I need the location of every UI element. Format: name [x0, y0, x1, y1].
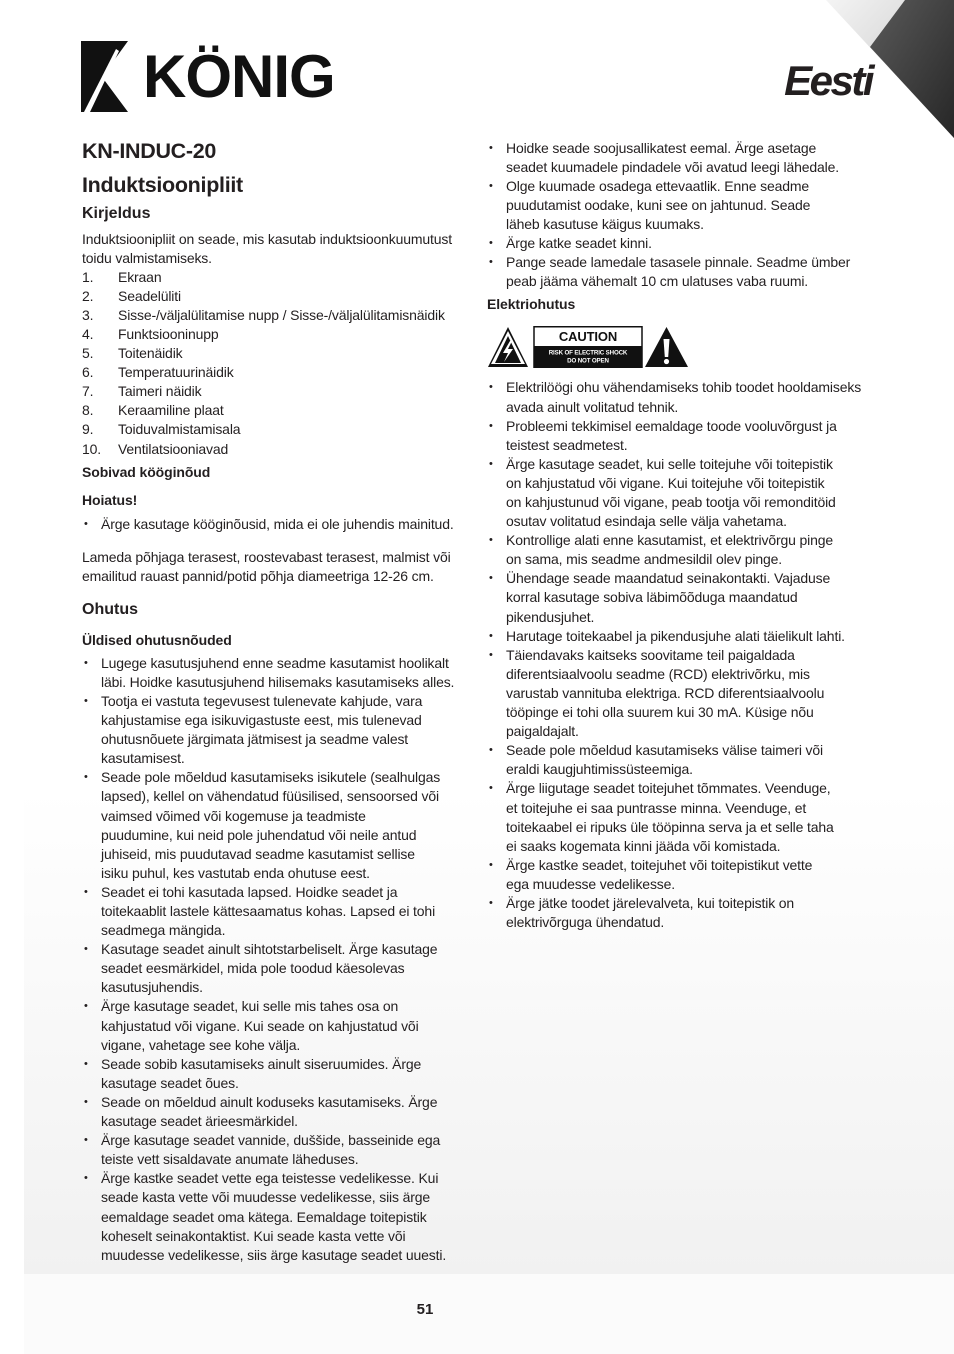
text-line: seadmega mängida.	[101, 922, 226, 939]
page-number: 51	[416, 1301, 434, 1318]
text-line: seadet eesmärkidel, mida pole toodud käesolevas	[101, 960, 405, 977]
text-line: ei saaks kogemata kinni jääda või komistada.	[506, 837, 781, 854]
text-line: • Ärge jätke toodet järelevalveta, kui toitepistik on	[506, 894, 795, 911]
caution-title: CAUTION	[558, 328, 618, 344]
bullet-item	[82, 940, 474, 997]
text-line: • Täiendavaks kaitseks soovitame teil paigaldada	[506, 646, 795, 663]
text-line: seade kasta vette või muudesse vedelikesse, siis ärge	[101, 1189, 431, 1206]
list-number: 8.	[82, 402, 94, 419]
text-line: ega muudesse vedelikesse.	[506, 875, 676, 892]
electrical-safety-list	[487, 378, 887, 932]
list-number: 2.	[82, 287, 94, 304]
text-line: korral kasutage sobiva läbimõõduga maandatud	[506, 589, 798, 606]
text-line: läbi. Hoidke kasutusjuhend hilisemaks kasutamiseks alles.	[101, 673, 455, 690]
text-line: et toitejuhe ei saa puntrasse minna. Veenduge, et	[506, 799, 807, 816]
text-line: Lameda põhjaga terasest, roostevabast terasest, malmist või	[82, 548, 451, 565]
bullet-item	[82, 1055, 474, 1093]
text-line: seadet kuumadele pindadele või avatud leegi lähedale.	[506, 158, 839, 175]
bullet-item	[487, 894, 887, 932]
bullet-item	[82, 654, 474, 692]
bullet-item	[82, 883, 474, 940]
list-label: Toitenäidik	[118, 345, 183, 362]
list-label: Keraamiline plaat	[118, 402, 224, 419]
footer-band	[24, 1274, 954, 1354]
product-title: Induktsioonipliit	[82, 173, 243, 197]
text-line: • Ärge kasutage seadet, kui selle toitejuhe või toitepistik	[506, 455, 833, 472]
safety-heading: Ohutus	[82, 601, 138, 619]
konig-logo-icon	[81, 41, 129, 113]
bullet-item	[487, 741, 887, 779]
text-line: paigaldajalt.	[506, 723, 579, 740]
bullet-item	[487, 139, 887, 177]
list-item	[82, 306, 474, 325]
list-number: 9.	[82, 421, 94, 438]
general-safety-list-continued	[487, 139, 887, 292]
exclamation-warning-icon	[645, 327, 688, 367]
text-line: eraldi kaugjuhtimissüsteemiga.	[506, 761, 693, 778]
bullet-item	[487, 531, 887, 569]
text-line: • Kasutage seadet ainult sihtotstarbeliselt. Ärge kasutage	[101, 941, 438, 958]
bullet-item	[487, 455, 887, 531]
text-line: teiste vett sisaldavate anumate läheduses.	[101, 1151, 359, 1168]
text-line: • Ärge liigutage seadet toitejuhet tõmmates. Veenduge,	[506, 780, 831, 797]
text-line: • Seade sobib kasutamiseks ainult siseruumides. Ärge	[101, 1055, 422, 1072]
list-label: Taimeri näidik	[118, 383, 202, 400]
language-label: Eesti	[784, 57, 872, 104]
text-line: varustab vannituba elektriga. RCD diferentsiaalvoolu	[506, 684, 825, 701]
bullet-item	[82, 768, 474, 883]
text-line: • Seade pole mõeldud kasutamiseks välise taimeri või	[506, 742, 823, 759]
description-text	[82, 230, 474, 268]
text-line: emailitud rauast pannid/potid põhja diameetriga 12-26 cm.	[82, 567, 434, 584]
general-safety-heading: Üldised ohutusnõuded	[82, 631, 232, 648]
bullet-item	[82, 1093, 474, 1131]
warning-heading: Hoiatus!	[82, 491, 138, 508]
description-heading: Kirjeldus	[82, 205, 151, 222]
bullet-item	[487, 378, 887, 416]
list-item	[82, 287, 474, 306]
text-line: avada ainult volitatud tehnik.	[506, 398, 679, 415]
text-line: • Lugege kasutusjuhend enne seadme kasutamist hoolikalt	[101, 654, 449, 671]
text-line: lapsed), kellel on vähendatud füüsilised, sensoorsed või	[101, 788, 439, 805]
bullet-item	[487, 627, 887, 646]
list-label: Toiduvalmistamisala	[118, 421, 241, 438]
text-line: juhiseid, mis puudutavad seadme kasutamist sellise	[101, 845, 415, 862]
text-line: isiku puhul, kes vastutab enda ohutuse eest.	[101, 864, 370, 881]
cookware-text	[82, 548, 474, 586]
text-line: muudesse vedelikesse, siis ärge kasutage seadet uuesti.	[101, 1246, 447, 1263]
bullet-item	[487, 253, 887, 291]
text-line: tööpinge ei tohi olla suurem kui 30 mA. Küsige nõu	[506, 704, 814, 721]
bullet-item	[487, 856, 887, 894]
text-line: • Tootja ei vastuta tegevusest tulenevate kahjude, vara	[101, 692, 423, 709]
text-line: ohutusnõuete järgimata jätmisest ja seadme valest	[101, 731, 409, 748]
list-item	[82, 382, 474, 401]
text-line: Induktsioonipliit on seade, mis kasutab induktsioonkuumutust	[82, 230, 452, 247]
text-line: puudutamist oodake, kuni see on jahtunud. Seade	[506, 196, 811, 213]
text-line: • Seade on mõeldud ainult koduseks kasutamiseks. Ärge	[101, 1093, 438, 1110]
warning-list	[82, 515, 474, 534]
left-column	[82, 138, 474, 1265]
text-line: • Ärge kasutage seadet, kui selle mis tahes osa on	[101, 998, 399, 1015]
list-item	[82, 325, 474, 344]
text-line: • Ärge kastke seadet vette ega teistesse vedelikesse. Kui	[101, 1170, 439, 1187]
general-safety-list	[82, 654, 474, 1265]
list-label: Sisse-/väljalülitamise nupp / Sisse-/väljalülitamisnäidik	[118, 306, 445, 323]
text-line: vaimsed võimed või kogemuse ja teadmiste	[101, 807, 366, 824]
text-line: • Hoidke seade soojusallikatest eemal. Ärge asetage	[506, 139, 817, 156]
bullet-item	[82, 1169, 474, 1264]
list-label: Ventilatsiooniavad	[118, 440, 229, 457]
list-label: Ekraan	[118, 268, 162, 285]
list-number: 5.	[82, 345, 94, 362]
list-item	[82, 440, 474, 459]
text-line: • Ärge kasutage kööginõusid, mida ei ole juhendis mainitud.	[101, 515, 454, 532]
caution-line-1: RISK OF ELECTRIC SHOCK	[548, 349, 628, 357]
text-line: pikendusjuhet.	[506, 608, 595, 625]
parts-list	[82, 268, 474, 459]
text-line: toitekaabel ei ripuks üle tööpinna serva ja et selle taha	[506, 818, 834, 835]
bullet-item	[82, 1131, 474, 1169]
bullet-item	[487, 177, 887, 234]
list-number: 7.	[82, 383, 94, 400]
brand-wordmark: KÖNIG	[143, 43, 335, 110]
text-line: kasutusjuhendis.	[101, 979, 203, 996]
list-number: 4.	[82, 325, 94, 342]
text-line: eemaldage seadet oma kätega. Eemaldage toitepistik	[101, 1208, 427, 1225]
text-line: on kahjustunud või vigane, peab tootja või remonditöid	[506, 494, 836, 510]
text-line: kasutamisest.	[101, 750, 185, 767]
bullet-item	[82, 515, 474, 534]
text-line: teistest seadmetest.	[506, 436, 628, 453]
text-line: • Seade pole mõeldud kasutamiseks isikutele (sealhulgas	[101, 769, 441, 786]
list-label: Temperatuurinäidik	[118, 364, 234, 381]
text-line: vigane, vahetage see kohe välja.	[101, 1036, 301, 1053]
list-item	[82, 268, 474, 287]
bullet-item	[487, 234, 887, 253]
text-line: • Kontrollige alati enne kasutamist, et elektrivõrgu pinge	[506, 532, 834, 549]
list-number: 6.	[82, 364, 94, 381]
text-line: osutav volitatud esindaja selle välja vahetama.	[506, 513, 787, 530]
text-line: • Probleemi tekkimisel eemaldage toode vooluvõrgust ja	[506, 417, 837, 434]
bullet-item	[82, 997, 474, 1054]
text-line: • Ühendage seade maandatud seinakontakti. Vajaduse	[506, 570, 831, 587]
text-line: • Pange seade lamedale tasasele pinnale. Seadme ümber	[506, 254, 851, 271]
caution-line-2: DO NOT OPEN	[567, 357, 609, 365]
text-line: kahjustatud või vigane. Kui seade on kahjustatud või	[101, 1017, 419, 1034]
list-number: 3.	[82, 306, 94, 323]
model-number: KN-INDUC-20	[82, 139, 217, 163]
list-item	[82, 344, 474, 363]
list-item	[82, 420, 474, 439]
caution-label	[487, 326, 689, 368]
list-item	[82, 401, 474, 420]
bullet-item	[487, 417, 887, 455]
bullet-item	[82, 692, 474, 768]
electrical-safety-heading: Elektriohutus	[487, 296, 576, 313]
text-line: toidu valmistamiseks.	[82, 249, 212, 266]
list-item	[82, 363, 474, 382]
text-line: • Ärge kasutage seadet vannide, duššide, basseinide ega	[101, 1132, 441, 1149]
text-line: koheselt seinakontaktist. Kui seade kasta vette või	[101, 1227, 406, 1244]
bullet-item	[487, 779, 887, 855]
text-line: • Ärge kastke seadet, toitejuhet või toitepistikut vette	[506, 856, 813, 873]
text-line: läheb kasutuse käigus kuumaks.	[506, 215, 704, 232]
text-line: kahjustamise ega isikuvigastuste eest, mis tulenevad	[101, 712, 422, 729]
text-line: • Olge kuumade osadega ettevaatlik. Enne seadme	[506, 177, 810, 194]
right-column	[487, 139, 887, 933]
cookware-heading: Sobivad kööginõud	[82, 463, 211, 480]
text-line: toitekaablit lastele kättesaamatus kohas. Lapsed ei tohi	[101, 903, 436, 920]
electric-shock-warning-icon	[488, 327, 528, 367]
text-line: on sama, mis seadme andmesildil olev pinge.	[506, 551, 783, 568]
text-line: • Seadet ei tohi kasutada lapsed. Hoidke seadet ja	[101, 883, 398, 900]
list-number: 1.	[82, 268, 94, 285]
text-line: on kahjustatud või vigane. Kui toitejuhe või toitepistik	[506, 474, 825, 491]
bullet-item	[487, 646, 887, 741]
text-line: • Ärge katke seadet kinni.	[506, 234, 652, 251]
list-label: Funktsiooninupp	[118, 325, 219, 342]
text-line: • Elektrilöögi ohu vähendamiseks tohib toodet hooldamiseks	[506, 379, 862, 396]
text-line: diferentsiaalvoolu seadme (RCD) elektrivõrku, mis	[506, 665, 810, 682]
text-line: puudumine, kui neid pole juhendatud või neile antud	[101, 826, 417, 843]
text-line: kasutage seadet õues.	[101, 1074, 239, 1091]
list-number: 10.	[82, 440, 102, 457]
list-label: Seadelüliti	[118, 287, 181, 304]
text-line: kasutage seadet ärieesmärkidel.	[101, 1113, 298, 1130]
bullet-item	[487, 569, 887, 626]
text-line: elektrivõrguga ühendatud.	[506, 914, 665, 931]
text-line: • Harutage toitekaabel ja pikendusjuhe alati täielikult lahti.	[506, 627, 845, 644]
text-line: peab jääma vähemalt 10 cm ulatuses vaba ruumi.	[506, 273, 809, 290]
